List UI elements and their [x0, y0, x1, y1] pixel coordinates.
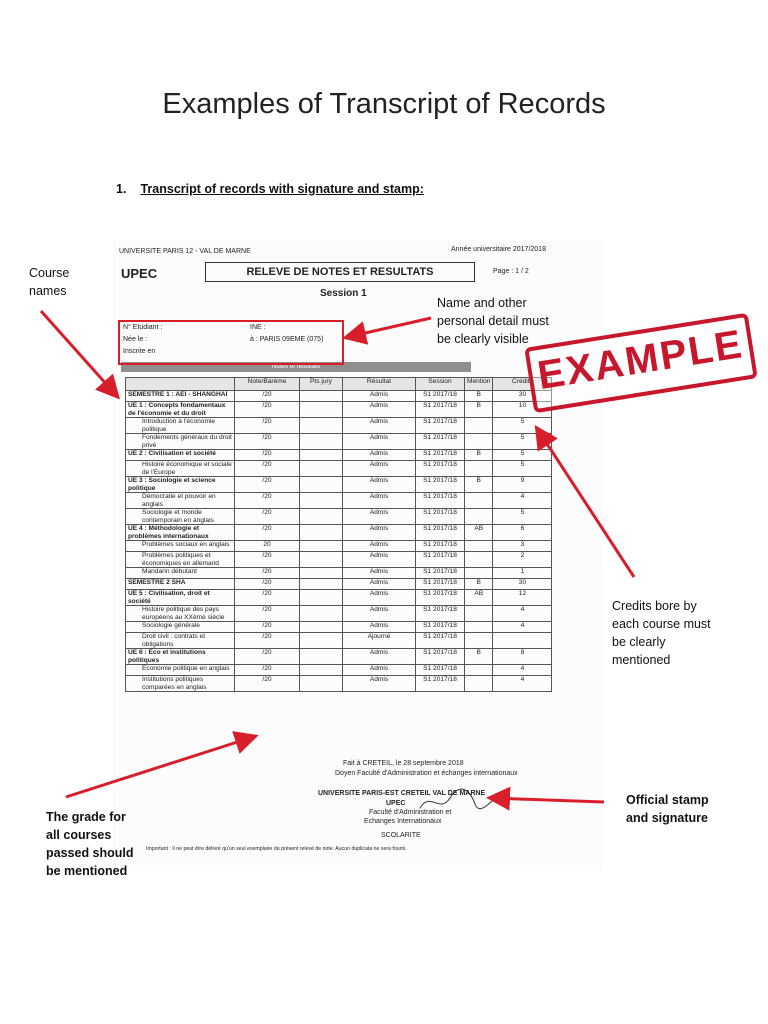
course-note: /20 [235, 402, 300, 418]
course-credits: 4 [493, 622, 552, 633]
col-result: Résultat [343, 378, 416, 391]
doc-stamp-line-2: UPEC [386, 800, 406, 807]
annotation-line: Credits bore by [612, 599, 697, 613]
course-session: S1 2017/18 [416, 418, 465, 434]
course-session: S1 2017/18 [416, 461, 465, 477]
course-credits: 30 [493, 391, 552, 402]
course-credits: 5 [493, 450, 552, 461]
doc-stamp-line-4: Echanges Internationaux [364, 818, 442, 825]
course-name: Histoire économique et sociale de l'Europe [126, 461, 235, 477]
course-session: S1 2017/18 [416, 649, 465, 665]
course-note: /20 [235, 450, 300, 461]
course-note: /20 [235, 418, 300, 434]
course-result: Admis [343, 477, 416, 493]
course-mention: B [465, 649, 493, 665]
course-session: S1 2017/18 [416, 633, 465, 649]
course-session: S1 2017/18 [416, 590, 465, 606]
course-result: Admis [343, 391, 416, 402]
course-session: S1 2017/18 [416, 665, 465, 676]
course-name: Fondements généraux du droit privé [126, 434, 235, 450]
arrow-credits [538, 430, 634, 577]
annotation-line: The grade for [46, 810, 126, 824]
course-name: Institutions politiques comparées en anglais [126, 676, 235, 692]
course-result: Admis [343, 450, 416, 461]
course-mention: B [465, 391, 493, 402]
course-name: Démocratie et pouvoir en anglais [126, 493, 235, 509]
course-result: Admis [343, 402, 416, 418]
annotation-line: and signature [626, 811, 708, 825]
section-heading: Transcript of records with signature and stamp: [140, 182, 424, 196]
course-result: Admis [343, 568, 416, 579]
course-session: S1 2017/18 [416, 402, 465, 418]
course-result: Admis [343, 622, 416, 633]
course-session: S1 2017/18 [416, 525, 465, 541]
course-result: Admis [343, 590, 416, 606]
doc-ine: INE : [250, 324, 266, 331]
arrow-grade [66, 737, 253, 797]
course-result: Admis [343, 665, 416, 676]
course-mention: B [465, 579, 493, 590]
annotation-line: mentioned [612, 653, 671, 667]
col-note: Note/Barème [235, 378, 300, 391]
course-session: S1 2017/18 [416, 477, 465, 493]
course-name: Histoire politique des pays européens au XXème siècle [126, 606, 235, 622]
course-result: Admis [343, 541, 416, 552]
course-credits: 1 [493, 568, 552, 579]
doc-stamp-line-1: UNIVERSITE PARIS-EST CRETEIL VAL DE MARNE [318, 790, 486, 797]
course-session: S1 2017/18 [416, 622, 465, 633]
course-note: /20 [235, 676, 300, 692]
course-session: S1 2017/18 [416, 434, 465, 450]
course-note: /20 [235, 579, 300, 590]
course-credits: 4 [493, 606, 552, 622]
course-note: /20 [235, 590, 300, 606]
course-name: UE 6 : Eco et institutions politiques [126, 649, 235, 665]
annotation-line: be clearly visible [437, 332, 529, 346]
course-result: Ajourné [343, 633, 416, 649]
doc-doyen: Doyen Faculté d'Administration et échanges internationaux [335, 770, 518, 777]
doc-heading: RELEVE DE NOTES ET RESULTATS [205, 262, 475, 282]
course-result: Admis [343, 606, 416, 622]
course-mention: B [465, 450, 493, 461]
course-result: Admis [343, 525, 416, 541]
course-result: Admis [343, 509, 416, 525]
annotation-line: all courses [46, 828, 112, 842]
course-credits: 2 [493, 552, 552, 568]
course-credits: 30 [493, 579, 552, 590]
course-name: Mandarin débutant [126, 568, 235, 579]
course-note: /20 [235, 525, 300, 541]
course-note: /20 [235, 552, 300, 568]
doc-birthplace: à : PARIS 09EME (075) [250, 336, 324, 343]
course-name: UE 2 : Civilisation et société [126, 450, 235, 461]
course-note: 20 [235, 541, 300, 552]
course-session: S1 2017/18 [416, 391, 465, 402]
course-name: Droit civil : contrats et obligations [126, 633, 235, 649]
course-name: UE 4 : Méthodologie et problèmes internationaux [126, 525, 235, 541]
course-name: Introduction à l'économie politique [126, 418, 235, 434]
course-note: /20 [235, 434, 300, 450]
col-session: Session [416, 378, 465, 391]
doc-fait: Fait à CRETEIL, le 28 septembre 2018 [343, 760, 464, 767]
course-credits: 4 [493, 493, 552, 509]
course-result: Admis [343, 493, 416, 509]
course-credits: 4 [493, 676, 552, 692]
course-session: S1 2017/18 [416, 676, 465, 692]
course-credits: 10 [493, 402, 552, 418]
course-note: /20 [235, 493, 300, 509]
doc-page: Page : 1 / 2 [493, 268, 529, 275]
course-result: Admis [343, 552, 416, 568]
page-title: Examples of Transcript of Records [162, 88, 606, 120]
doc-important: Important : Il ne peut être délivré qu'un seul exemplaire du présent relevé de note. Aucun duplicata ne sera fourni. [146, 846, 407, 852]
course-session: S1 2017/18 [416, 509, 465, 525]
course-credits: 4 [493, 665, 552, 676]
course-result: Admis [343, 461, 416, 477]
course-name: Problèmes sociaux en anglais [126, 541, 235, 552]
annotation-line: passed should [46, 846, 134, 860]
course-session: S1 2017/18 [416, 493, 465, 509]
doc-born: Née le : [123, 336, 148, 343]
course-mention: B [465, 402, 493, 418]
annotation-line: be clearly [612, 635, 666, 649]
doc-stamp-line-3: Faculté d'Administration et [369, 809, 452, 816]
course-session: S1 2017/18 [416, 552, 465, 568]
doc-enrolled: Inscrite en [123, 348, 156, 355]
course-note: /20 [235, 477, 300, 493]
doc-student-no: N° Etudiant : [123, 324, 163, 331]
course-name: SEMESTRE 1 : AEI - SHANGHAÏ [126, 391, 235, 402]
annotation-line: names [29, 284, 67, 298]
course-note: /20 [235, 461, 300, 477]
example-stamp: EXAMPLE [524, 313, 758, 414]
course-note: /20 [235, 509, 300, 525]
course-note: /20 [235, 391, 300, 402]
course-session: S1 2017/18 [416, 541, 465, 552]
course-credits: 5 [493, 461, 552, 477]
course-session: S1 2017/18 [416, 606, 465, 622]
course-mention: AB [465, 590, 493, 606]
course-session: S1 2017/18 [416, 579, 465, 590]
course-name: Sociologie générale [126, 622, 235, 633]
course-session: S1 2017/18 [416, 568, 465, 579]
course-credits: 9 [493, 477, 552, 493]
course-result: Admis [343, 579, 416, 590]
course-result: Admis [343, 676, 416, 692]
doc-results-band: Notes et résultats [121, 362, 471, 372]
annotation-line: each course must [612, 617, 711, 631]
col-credits: Crédits [493, 378, 552, 391]
arrow-course-names [41, 311, 116, 395]
course-credits: 12 [493, 590, 552, 606]
doc-university: UNIVERSITE PARIS 12 - VAL DE MARNE [119, 248, 251, 255]
course-credits: 5 [493, 418, 552, 434]
doc-stamp-line-5: SCOLARITE [381, 832, 421, 839]
course-name: UE 5 : Civilisation, droit et société [126, 590, 235, 606]
course-credits: 6 [493, 525, 552, 541]
arrow-personal-detail [348, 318, 431, 337]
doc-year: Année universitaire 2017/2018 [451, 246, 546, 253]
course-note: /20 [235, 633, 300, 649]
course-credits: 8 [493, 649, 552, 665]
col-mention: Mention [465, 378, 493, 391]
course-note: /20 [235, 568, 300, 579]
course-name: UE 3 : Sociologie et science politique [126, 477, 235, 493]
course-note: /20 [235, 649, 300, 665]
course-name: SEMESTRE 2 SHA [126, 579, 235, 590]
course-credits: 5 [493, 434, 552, 450]
course-result: Admis [343, 434, 416, 450]
course-note: /20 [235, 622, 300, 633]
course-name: UE 1 : Concepts fondamentaux de l'économie et du droit [126, 402, 235, 418]
course-result: Admis [343, 649, 416, 665]
course-note: /20 [235, 665, 300, 676]
annotation-line: Official stamp [626, 793, 709, 807]
course-name: Economie politique en anglais [126, 665, 235, 676]
course-mention: B [465, 477, 493, 493]
course-credits: 5 [493, 509, 552, 525]
course-session: S1 2017/18 [416, 450, 465, 461]
doc-logo: UPEC [121, 266, 158, 281]
col-jury: Pts jury [300, 378, 343, 391]
course-result: Admis [343, 418, 416, 434]
arrow-stamp [492, 798, 604, 802]
annotation-line: personal detail must [437, 314, 549, 328]
doc-session: Session 1 [320, 288, 367, 299]
annotation-line: be mentioned [46, 864, 128, 878]
course-name: Problèmes politiques et économiques en allemand [126, 552, 235, 568]
section-number: 1. [116, 182, 127, 196]
course-name: Sociologie et monde contemporain en anglais [126, 509, 235, 525]
annotation-line: Course [29, 266, 70, 280]
course-credits: 3 [493, 541, 552, 552]
course-note: /20 [235, 606, 300, 622]
annotation-line: Name and other [437, 296, 527, 310]
course-mention: AB [465, 525, 493, 541]
